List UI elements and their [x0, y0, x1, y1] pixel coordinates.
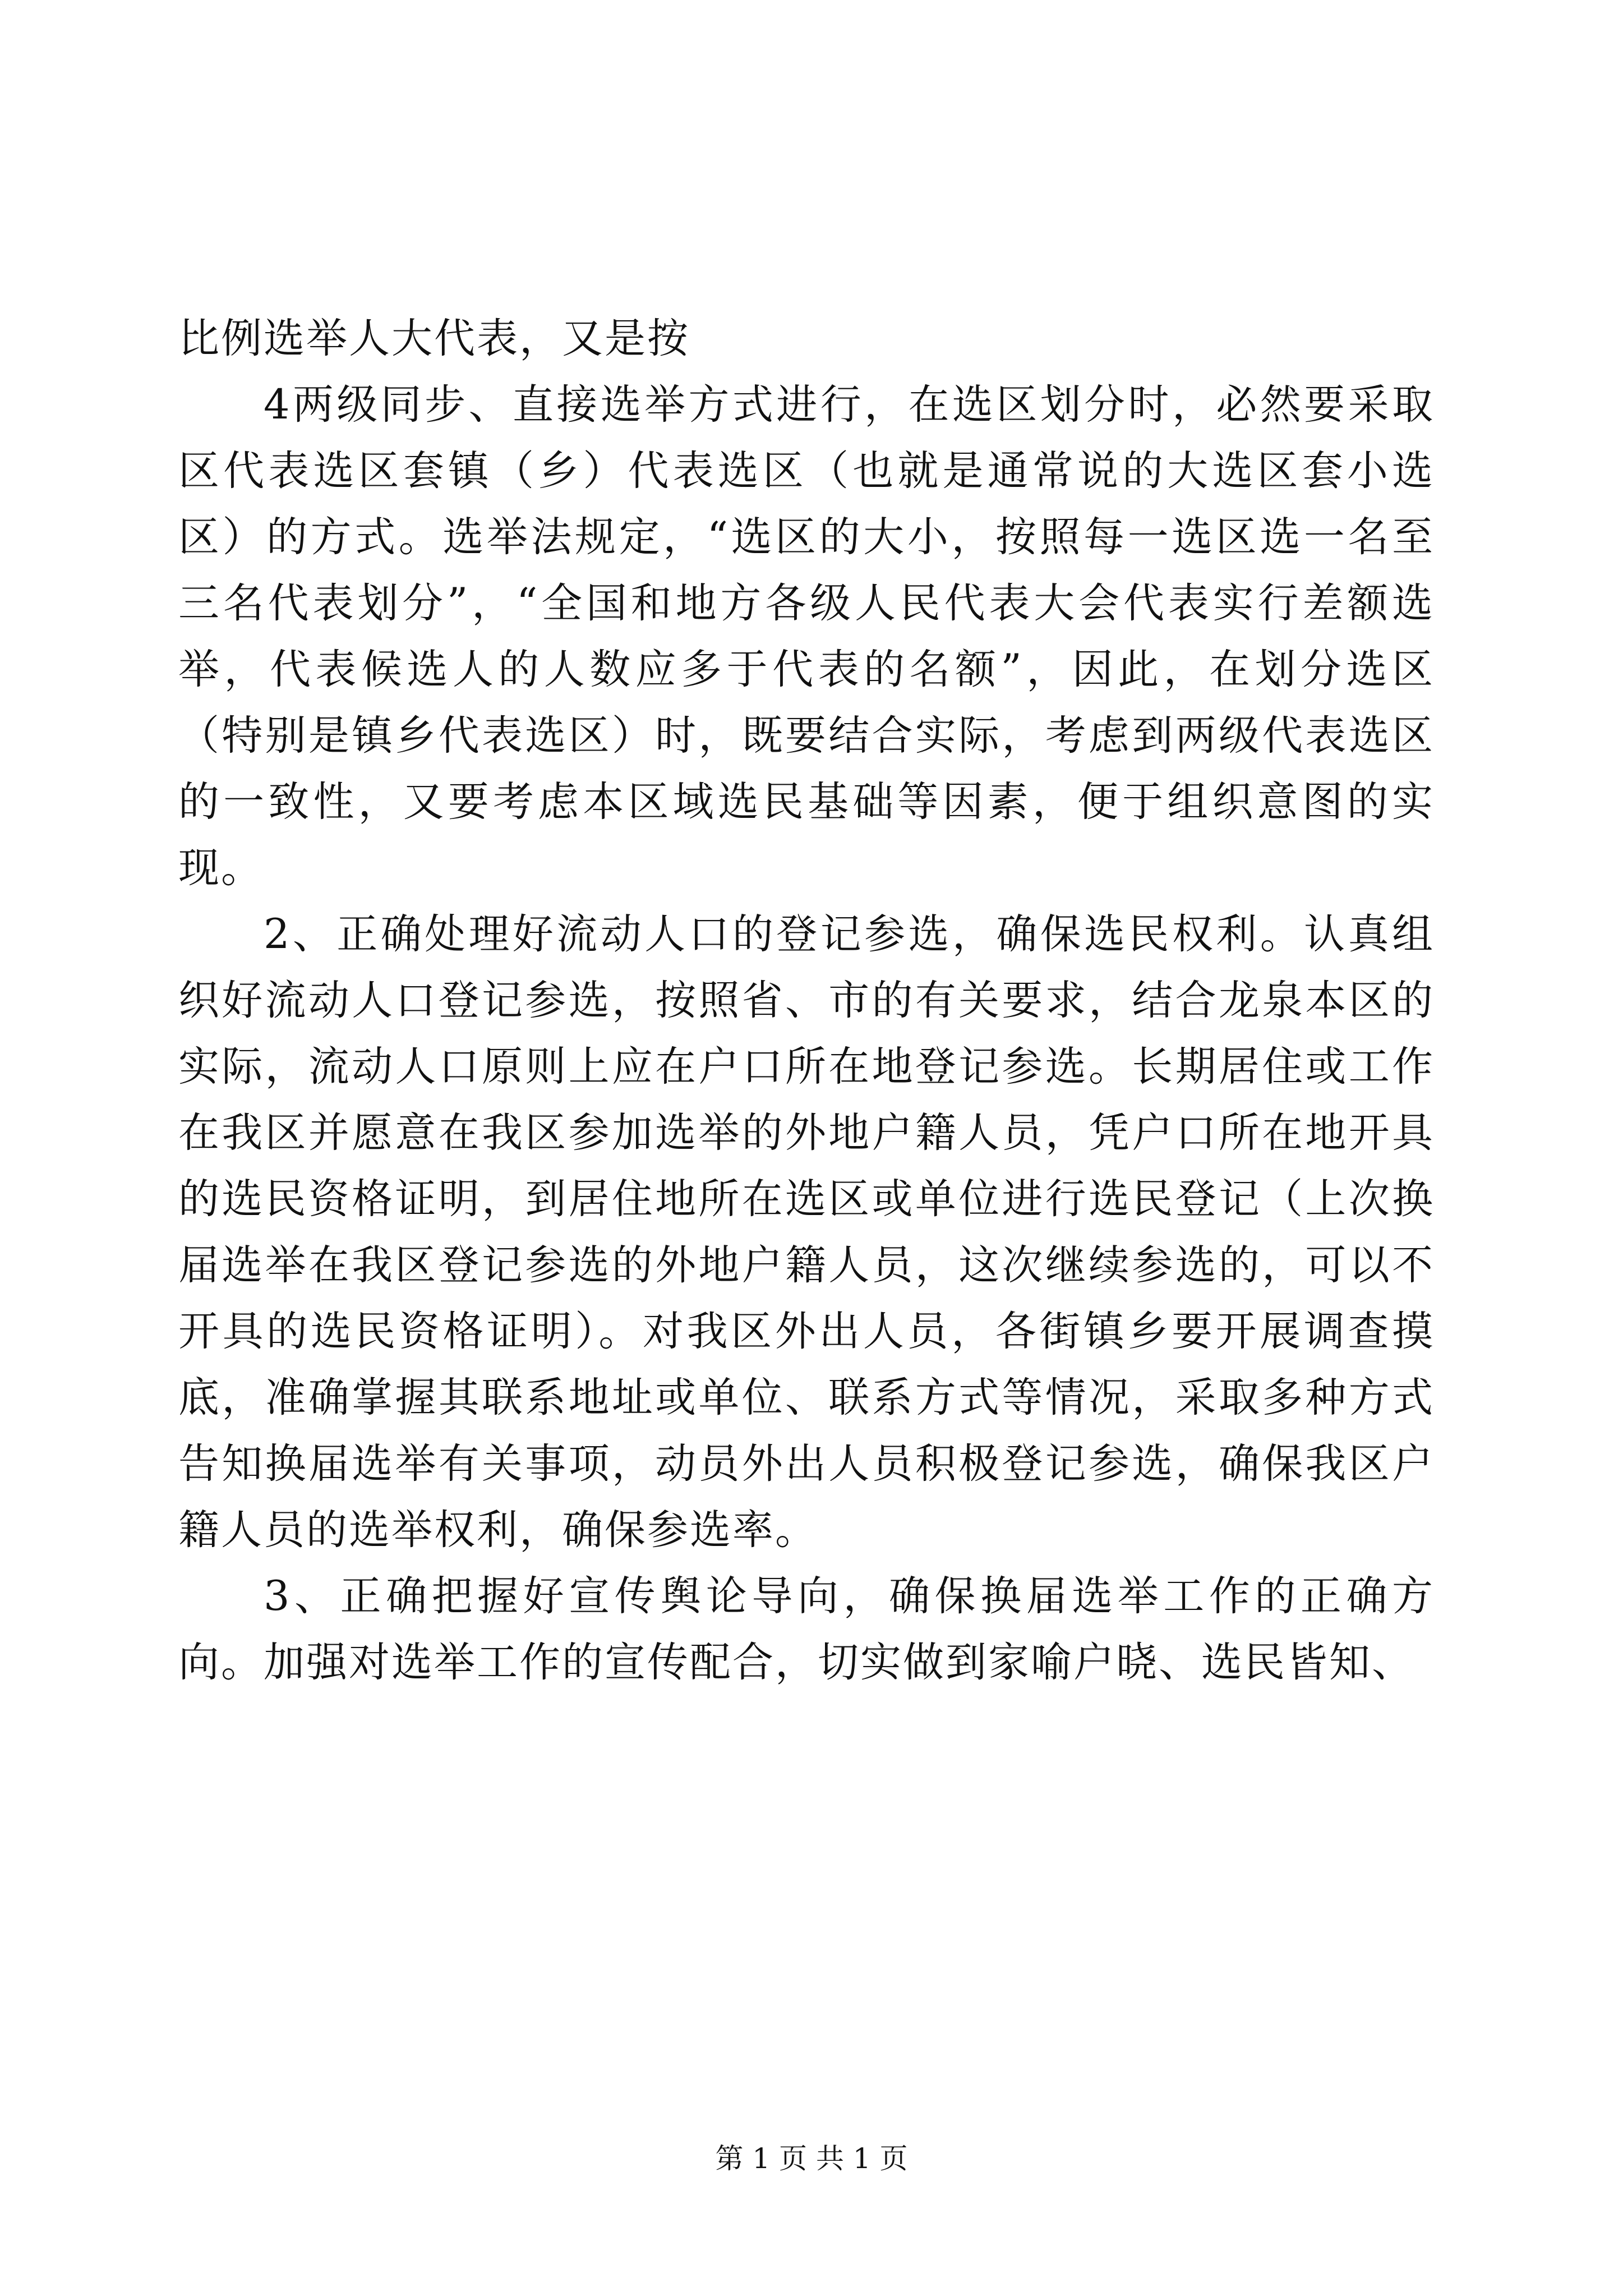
paragraph-publicity-guidance: 3、正确把握好宣传舆论导向，确保换届选举工作的正确方向。加强对选举工作的宣传配合，切实做到家喻户晓、选民皆知、 — [178, 1572, 1435, 1686]
document-body — [178, 306, 1435, 1696]
paragraph-continuation: 比例选举人大代表，又是按 — [178, 315, 690, 362]
paragraph-floating-population: 2、正确处理好流动人口的登记参选，确保选民权利。认真组织好流动人口登记参选，按照省、市的有关要求，结合龙泉本区的实际，流动人口原则上应在户口所在地登记参选。长期居住或工作在我区并愿意在我区参加选举的外地户籍人员，凭户口所在地开具的选民资格证明，到居住地所在选区或单位进行选民登记（上次换届选举在我区登记参选的外地户籍人员，这次继续参选的，可以不开具的选民资格证明）。对我区外出人员，各街镇乡要开展调查摸底，准确掌握其联系地址或单位、联系方式等情况，采取多种方式告知换届选举有关事项，动员外出人员积极登记参选，确保我区户籍人员的选举权利，确保参选率。 — [178, 910, 1435, 1554]
page-number-footer: 第 1 页 共 1 页 — [715, 2142, 908, 2175]
paragraph-district-division: 4两级同步、直接选举方式进行，在选区划分时，必然要采取区代表选区套镇（乡）代表选区（也就是通常说的大选区套小选区）的方式。选举法规定，“选区的大小，按照每一选区选一名至三名代表划分”，“全国和地方各级人民代表大会代表实行差额选举，代表候选人的人数应多于代表的名额”，因此，在划分选区（特别是镇乡代表选区）时，既要结合实际，考虑到两级代表选区的一致性，又要考虑本区域选民基础等因素，便于组织意图的实现。 — [178, 381, 1435, 892]
